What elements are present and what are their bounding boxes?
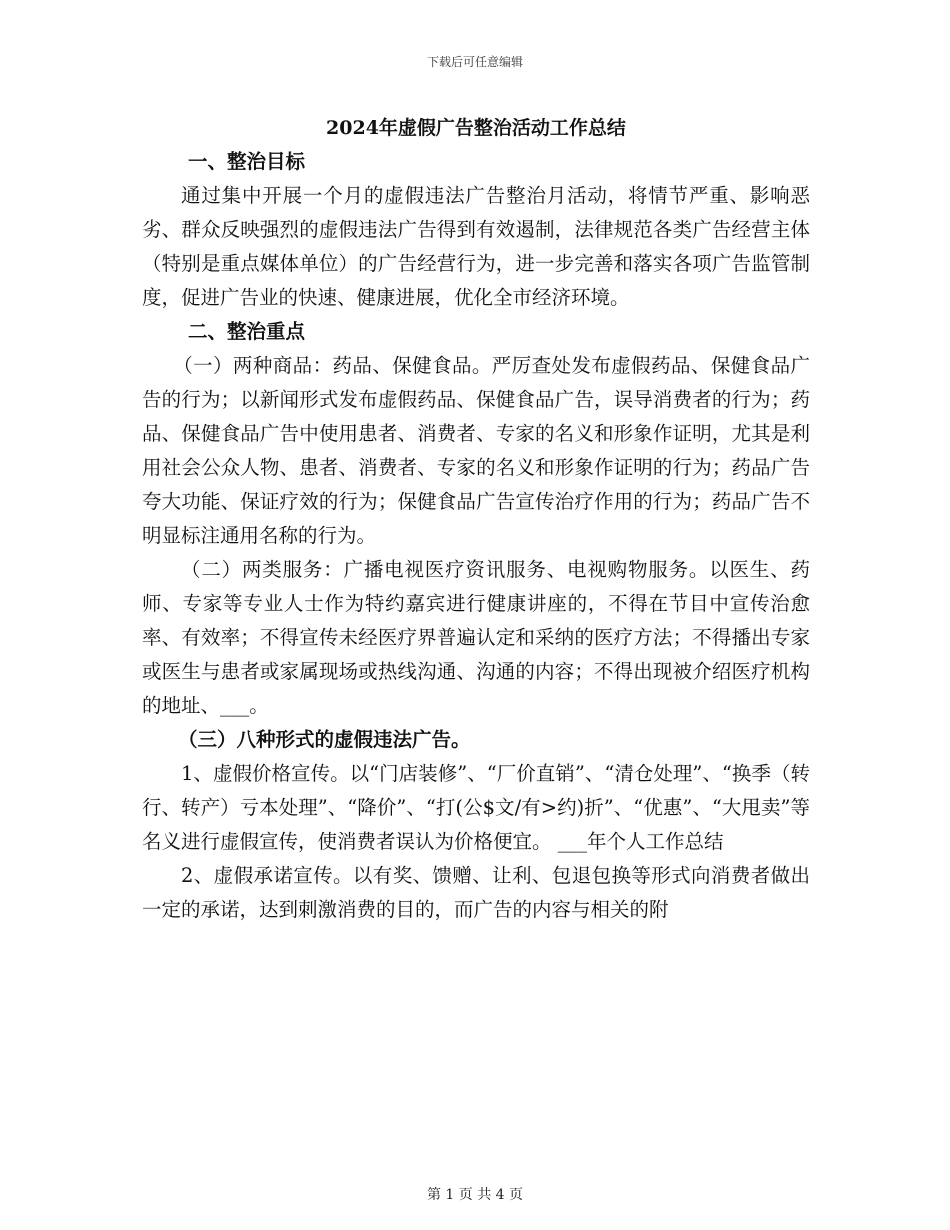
document-title: 2024年虚假广告整治活动工作总结 <box>326 117 626 139</box>
paragraph-two-products: （一）两种商品：药品、保健食品。严厉查处发布虚假药品、保健食品广告的行为；以新闻形式发布虚假药品、保健食品广告，误导消费者的行为；药品、保健食品广告中使用患者、消费者、专家的名义和形象作证明，尤其是利用社会公众人物、患者、消费者、专家的名义和形象作证明的行为；药品广告夸大功能、保证疗效的行为；保健食品广告宣传治疗作用的行为；药品广告不明显标注通用名称的行为。 <box>142 354 810 547</box>
paragraph-item-1: 1、虚假价格宣传。以“门店装修”、“厂价直销”、“清仓处理”、“换季（转行、转产）亏本处理”、“降价”、“打(公$文/有>约)折”、“优惠”、“大甩卖”等名义进行虚假宣传，使消费者误认为价格便宜。 ___年个人工作总结 <box>142 762 810 853</box>
paragraph-item-2: 2、虚假承诺宣传。以有奖、馈赠、让利、包退包换等形式向消费者做出一定的承诺，达到刺激消费的目的，而广告的内容与相关的附 <box>142 864 810 921</box>
subsection-heading-eight-forms: （三）八种形式的虚假违法广告。 <box>178 728 471 751</box>
document-body <box>142 113 810 927</box>
page-number: 第 1 页 共 4 页 <box>426 1187 524 1203</box>
page-header-note: 下载后可任意编辑 <box>426 55 523 69</box>
section-heading-focus: 二、整治重点 <box>188 320 306 343</box>
section-heading-goals: 一、整治目标 <box>188 150 306 173</box>
paragraph-two-services: （二）两类服务：广播电视医疗资讯服务、电视购物服务。以医生、药师、专家等专业人士作为特约嘉宾进行健康讲座的，不得在节目中宣传治愈率、有效率；不得宣传未经医疗界普遍认定和采纳的医疗方法；不得播出专家或医生与患者或家属现场或热线沟通、沟通的内容；不得出现被介绍医疗机构的地址、___。 <box>142 558 810 717</box>
paragraph-goals: 通过集中开展一个月的虚假违法广告整治月活动，将情节严重、影响恶劣、群众反映强烈的虚假违法广告得到有效遏制，法律规范各类广告经营主体（特别是重点媒体单位）的广告经营行为，进一步完善和落实各项广告监管制度，促进广告业的快速、健康进展，优化全市经济环境。 <box>142 184 810 309</box>
